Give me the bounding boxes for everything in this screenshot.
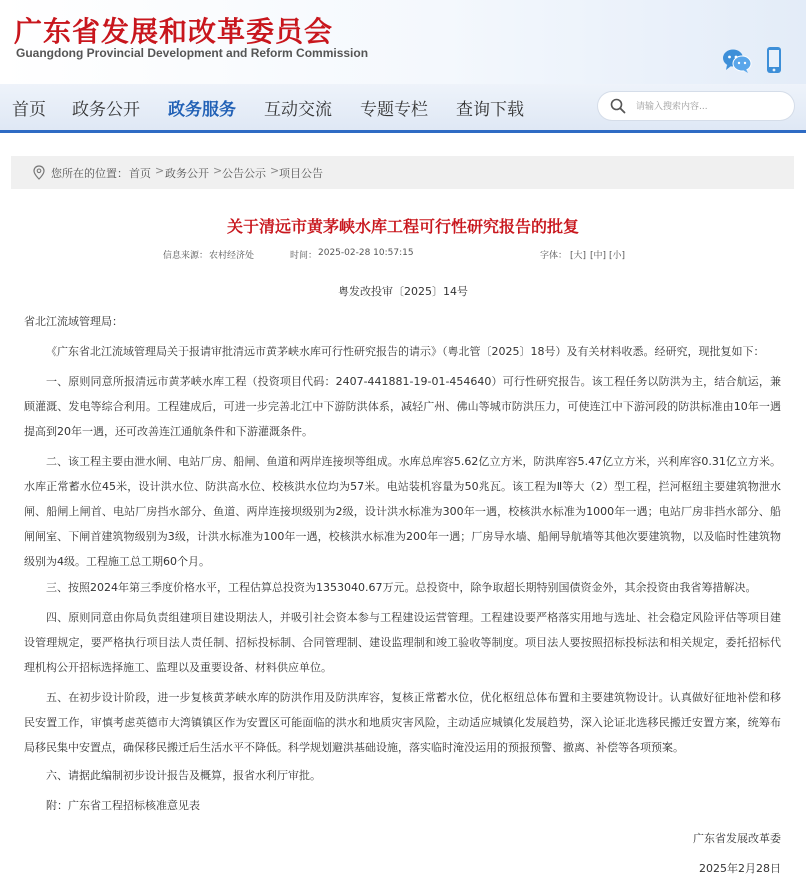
source-label: 信息来源：	[163, 251, 209, 261]
nav-item-interaction[interactable]: 互动交流	[264, 100, 332, 120]
font-size-medium-link[interactable]: [中]	[590, 251, 607, 261]
font-size-small-link[interactable]: [小]	[609, 251, 626, 261]
article-paragraph: 《广东省北江流域管理局关于报请审批清远市黄茅峡水库可行性研究报告的请示》（粤北管〔2025〕18号）及有关材料收悉。经研究，现批复如下：	[46, 345, 765, 358]
breadcrumb-separator: >	[155, 164, 165, 177]
breadcrumb-item-notices[interactable]: 公告公示	[222, 167, 266, 180]
attachment-note[interactable]: 附：广东省工程招标核准意见表	[46, 799, 200, 812]
breadcrumb-item-government-affairs[interactable]: 政务公开	[165, 167, 209, 180]
wechat-icon[interactable]	[722, 48, 752, 74]
font-size-large-link[interactable]: [大]	[570, 251, 587, 261]
document-number: 粤发改投审〔2025〕14号	[338, 285, 468, 298]
nav-item-downloads[interactable]: 查询下载	[456, 100, 524, 120]
font-size-label: 字体：	[540, 251, 568, 261]
breadcrumb-prefix: 您所在的位置：	[51, 167, 128, 180]
site-logo-title[interactable]: 广东省发展和改革委员会	[14, 15, 334, 48]
signature: 广东省发展改革委	[693, 832, 781, 845]
article-paragraph: 六、请据此编制初步设计报告及概算，报省水利厅审批。	[46, 769, 321, 782]
search-box	[598, 92, 794, 120]
addressee: 省北江流域管理局：	[24, 315, 123, 328]
source-value: 农村经济处	[209, 251, 255, 261]
breadcrumb-separator: >	[270, 164, 280, 177]
search-input[interactable]	[634, 97, 788, 117]
location-pin-icon	[33, 165, 45, 180]
nav-item-topics[interactable]: 专题专栏	[360, 100, 428, 120]
breadcrumb	[11, 156, 794, 189]
article-paragraph: 二、该工程主要由泄水闸、电站厂房、船闸、鱼道和两岸连接坝等组成。水库总库容5.62亿立方米，防洪库容5.47亿立方米，兴利库容0.31亿立方米。水库正常蓄水位45米，设计洪水位、防洪高水位、校核洪水位均为57米。电站装机容量为50兆瓦。该工程为Ⅱ等大（2）型工程，拦河枢纽主要建筑物泄水闸、船闸上闸首、电站厂房挡水部分、鱼道、两岸连接坝级别为2级，设计洪水标准为300年一遇，校核洪水标准为1000年一遇；电站厂房非挡水部分、船闸闸室、下闸首建筑物级别为3级，计洪水标准为100年一遇，校核洪水标准为200年一遇；厂房导水墙、船闸导航墙等其他次要建筑物，以及临时性建筑物级别为4级。工程施工总工期60个月。	[24, 455, 781, 568]
article-paragraph: 四、原则同意由你局负责组建项目建设期法人，并吸引社会资本参与工程建设运营管理。工程建设要严格落实用地与选址、社会稳定风险评估等项目建设管理规定，要严格执行项目法人责任制、招标投标制、合同管理制、建设监理制和竣工验收等制度。项目法人要按照招标投标法和相关规定，委托招标代理机构公开招标选择施工、监理以及重要设备、材料供应单位。	[24, 611, 781, 674]
time-label: 时间：	[290, 251, 318, 261]
breadcrumb-separator: >	[213, 164, 223, 177]
article-paragraph: 三、按照2024年第三季度价格水平，工程估算总投资为1353040.67万元。总投资中，除争取超长期特别国债资金外，其余投资由我省筹措解决。	[46, 581, 757, 594]
article-title: 关于清远市黄茅峡水库工程可行性研究报告的批复	[226, 217, 579, 236]
sign-date: 2025年2月28日	[699, 862, 781, 875]
time-value: 2025-02-28 10:57:15	[318, 248, 414, 258]
nav-item-government-affairs[interactable]: 政务公开	[72, 100, 140, 120]
nav-item-services[interactable]: 政务服务	[168, 100, 236, 120]
breadcrumb-item-project-notices[interactable]: 项目公告	[279, 167, 323, 180]
site-header	[0, 0, 806, 84]
nav-item-home[interactable]: 首页	[12, 100, 46, 120]
article-paragraph: 五、在初步设计阶段，进一步复核黄茅峡水库的防洪作用及防洪库容，复核正常蓄水位，优化枢纽总体布置和主要建筑物设计。认真做好征地补偿和移民安置工作，审慎考虑英德市大湾镇镇区作为安置区可能面临的洪水和地质灾害风险，主动适应城镇化发展趋势，深入论证北选移民搬迁安置方案，统筹布局移民集中安置点，确保移民搬迁后生活水平不降低。科学规划避洪基础设施，落实临时淹没运用的预报预警、撤离、补偿等各项预案。	[24, 691, 781, 754]
search-icon[interactable]	[610, 98, 626, 114]
breadcrumb-item-home[interactable]: 首页	[129, 167, 151, 180]
site-logo-subtitle: Guangdong Provincial Development and Reform Commission	[16, 46, 369, 60]
main-nav	[0, 84, 806, 133]
article-paragraph: 一、原则同意所报清远市黄茅峡水库工程（投资项目代码：2407-441881-19-01-454640）可行性研究报告。该工程任务以防洪为主，结合航运，兼顾灌溉、发电等综合利用。工程建成后，可进一步完善北江中下游防洪体系，减轻广州、佛山等城市防洪压力，可使连江中下游河段的防洪标准由10年一遇提高到20年一遇，还可改善连江通航条件和下游灌溉条件。	[24, 375, 781, 438]
mobile-icon[interactable]	[766, 46, 782, 74]
